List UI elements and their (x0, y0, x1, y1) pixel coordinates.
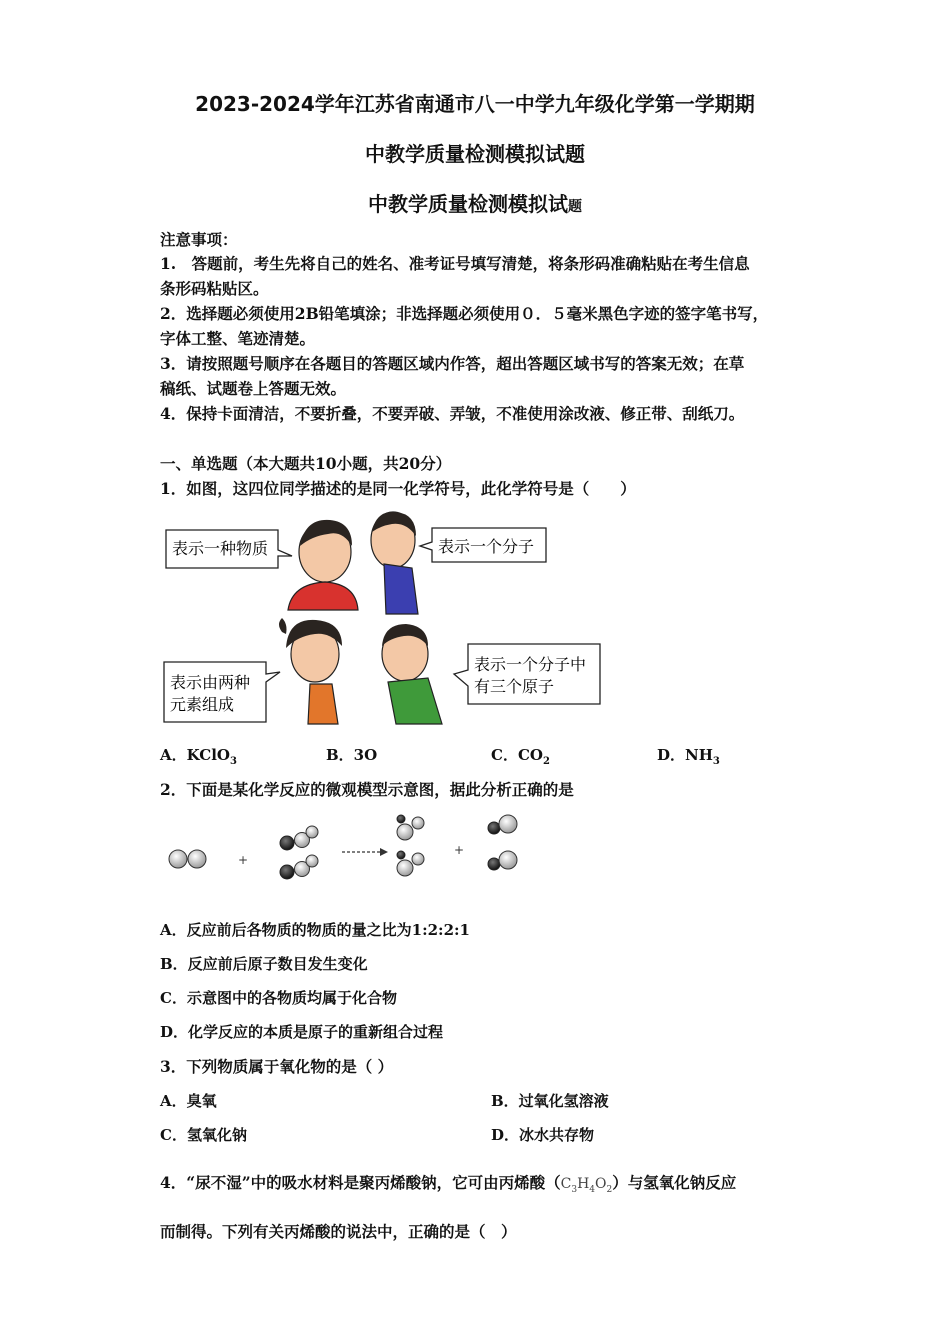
formula-o: O (595, 1176, 607, 1192)
speech-bubble (166, 530, 292, 568)
reaction-arrow (342, 848, 388, 856)
q1-option-c (491, 744, 550, 767)
student-figure (288, 520, 358, 610)
bubble-text: 有三个原子 (474, 677, 555, 696)
q3-option-b: B．过氧化氢溶液 (491, 1092, 609, 1110)
q4-formula (560, 1176, 613, 1195)
q3-option-a: A．臭氧 (160, 1092, 217, 1110)
q2-option-b: B．反应前后原子数目发生变化 (160, 955, 368, 973)
bubble-text: 元素组成 (170, 695, 235, 714)
plus-sign: + (454, 843, 465, 857)
doc-title-line3-main: 中教学质量检测模拟试 (368, 192, 568, 216)
doc-title-line2: 中教学质量检测模拟试题 (365, 142, 585, 166)
q1-option-d-text: D．NH (657, 746, 713, 764)
notice-line: 稿纸、试题卷上答题无效。 (160, 379, 347, 398)
student-figure (371, 512, 418, 614)
q1-stem: 1．如图，这四位同学描述的是同一化学符号，此化学符号是（ ） (160, 479, 636, 498)
formula-c-sub: 3 (571, 1184, 578, 1195)
q3-option-c: C．氢氧化钠 (160, 1126, 247, 1144)
molecule-black-white (280, 855, 318, 879)
molecule-black-white (488, 815, 517, 834)
student-figure (382, 624, 442, 724)
speech-bubble (454, 644, 600, 704)
q1-figure (160, 506, 610, 732)
plus-sign: + (238, 853, 249, 867)
bubble-text: 表示一个分子中 (474, 655, 587, 674)
q1-option-d-sub: 3 (712, 756, 720, 767)
q4-stem-line1 (160, 1171, 736, 1195)
speech-bubble (420, 528, 546, 562)
molecule-product (397, 851, 424, 876)
doc-title-line3 (0, 188, 950, 217)
q1-option-d (657, 744, 720, 767)
notice-line: 2．选择题必须使用2B铅笔填涂；非选择题必须使用０．５毫米黑色字迹的签字笔书写， (160, 304, 769, 323)
student-figure (279, 618, 342, 724)
molecule-white-white (169, 850, 206, 868)
notice-line: 字体工整、笔迹清楚。 (160, 329, 316, 348)
molecule-black-white (280, 826, 318, 850)
q1-option-a (160, 744, 237, 767)
q1-option-c-text: C．CO (491, 746, 543, 764)
formula-h: H (577, 1176, 590, 1192)
q3-option-d: D．冰水共存物 (491, 1126, 595, 1144)
notice-line: 1. 答题前，考生先将自己的姓名、准考证号填写清楚，将条形码准确粘贴在考生信息 (160, 254, 750, 273)
q1-option-a-text: A．KClO (160, 746, 230, 764)
q4-stem-line2: 而制得。下列有关丙烯酸的说法中，正确的是（ ） (160, 1222, 517, 1241)
doc-title-line1: 2023-2024学年江苏省南通市八一中学九年级化学第一学期期 (195, 92, 755, 116)
molecule-black-white (488, 851, 517, 870)
q2-option-a: A．反应前后各物质的物质的量之比为1:2:2:1 (160, 921, 470, 939)
q2-option-c: C．示意图中的各物质均属于化合物 (160, 989, 397, 1007)
bubble-text: 表示一个分子 (438, 537, 535, 556)
q2-reaction-diagram (160, 808, 540, 892)
q2-option-d: D．化学反应的本质是原子的重新组合过程 (160, 1023, 444, 1041)
formula-o-sub: 2 (606, 1184, 613, 1195)
q3-stem: 3．下列物质属于氧化物的是（ ） (160, 1057, 394, 1076)
formula-c: C (560, 1176, 572, 1192)
notice-line: 4．保持卡面清洁，不要折叠，不要弄破、弄皱，不准使用涂改液、修正带、刮纸刀。 (160, 404, 745, 423)
notice-line: 3．请按照题号顺序在各题目的答题区域内作答，超出答题区域书写的答案无效；在草 (160, 354, 745, 373)
q4-stem-pre: 4．“尿不湿”中的吸水材料是聚丙烯酸钠，它可由丙烯酸（ (160, 1173, 561, 1192)
q2-stem: 2．下面是某化学反应的微观模型示意图，据此分析正确的是 (160, 780, 574, 799)
notice-line: 条形码粘贴区。 (160, 279, 269, 298)
q1-option-c-sub: 2 (542, 756, 550, 767)
bubble-text: 表示由两种 (170, 673, 251, 692)
q1-option-b: B．3O (326, 746, 378, 764)
bubble-text: 表示一种物质 (172, 539, 269, 558)
doc-title-line3-small: 题 (568, 199, 582, 215)
q4-stem-post: ）与氢氧化钠反应 (612, 1173, 737, 1192)
molecule-product (397, 815, 424, 840)
speech-bubble (164, 662, 280, 722)
section-heading: 一、单选题（本大题共10小题，共20分） (160, 454, 452, 473)
formula-h-sub: 4 (589, 1184, 596, 1195)
q1-option-a-sub: 3 (229, 756, 237, 767)
notice-heading: 注意事项： (160, 230, 238, 249)
